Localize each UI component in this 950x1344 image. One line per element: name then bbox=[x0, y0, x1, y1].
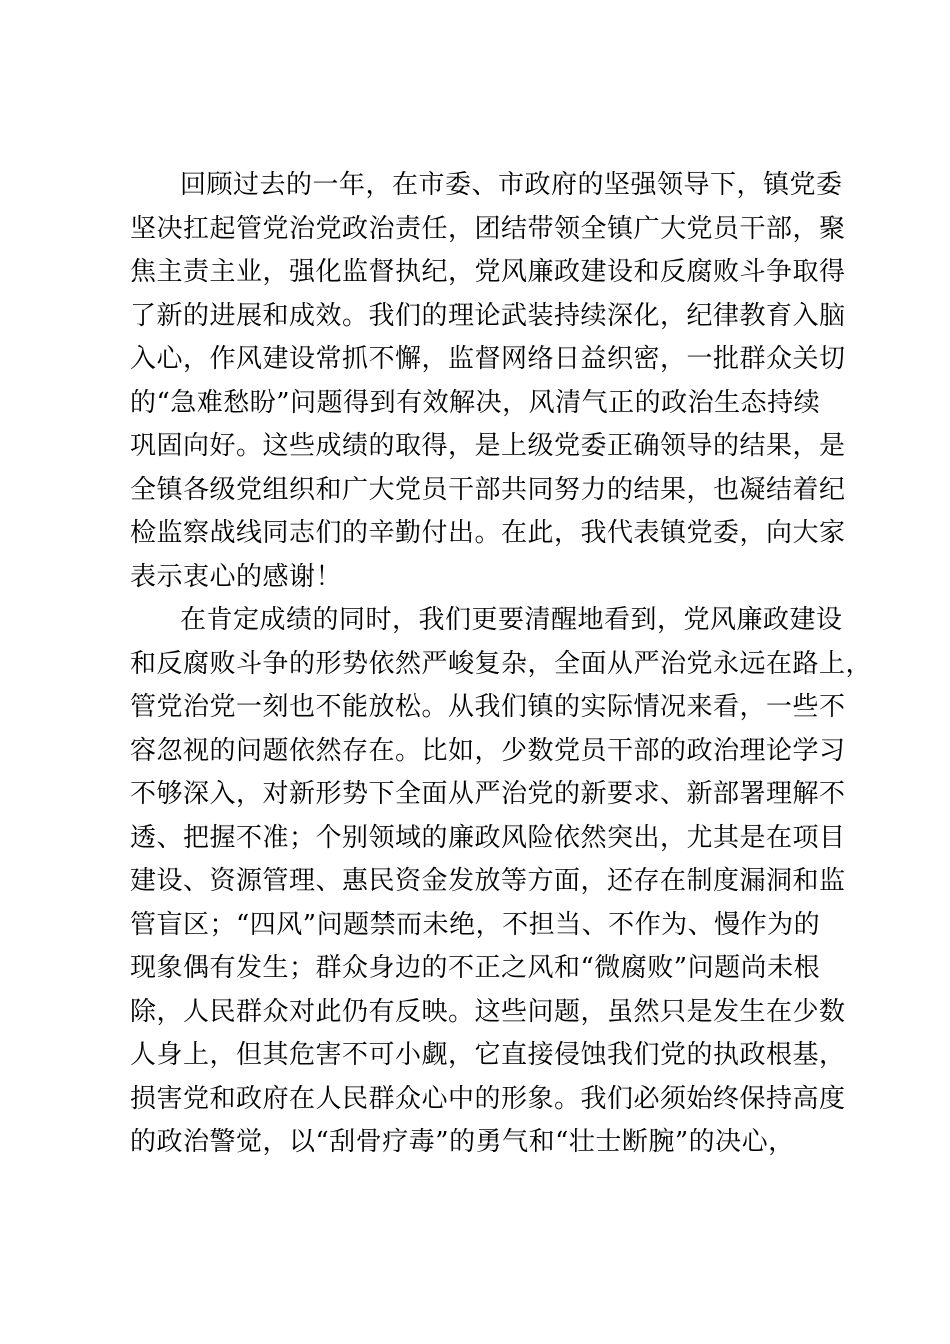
paragraph-line: 回顾过去的一年，在市委、市政府的坚强领导下，镇党委 bbox=[180, 170, 843, 200]
paragraph-line: 不够深入，对新形势下全面从严治党的新要求、新部署理解不 bbox=[130, 779, 846, 809]
paragraph-line: 损害党和政府在人民群众心中的形象。我们必须始终保持高度 bbox=[130, 1083, 846, 1114]
paragraph-line: 全镇各级党组织和广大党员干部共同努力的结果，也凝结着纪 bbox=[130, 474, 846, 505]
paragraph-line: 巩固向好。这些成绩的取得，是上级党委正确领导的结果，是 bbox=[130, 431, 846, 461]
paragraph-line: 入心，作风建设常抓不懈，监督网络日益织密，一批群众关切 bbox=[130, 344, 846, 374]
paragraph-line: 检监察战线同志们的辛勤付出。在此，我代表镇党委，向大家 bbox=[130, 518, 846, 548]
paragraph-line: 了新的进展和成效。我们的理论武装持续深化，纪律教育入脑 bbox=[130, 300, 846, 331]
paragraph-line: 管盲区；“四风”问题禁而未绝，不担当、不作为、慢作为的 bbox=[130, 909, 821, 940]
paragraph-2 bbox=[130, 599, 873, 1165]
paragraph-line: 现象偶有发生；群众身边的不正之风和“微腐败”问题尚未根 bbox=[130, 953, 821, 983]
paragraph-line: 管党治党一刻也不能放松。从我们镇的实际情况来看，一些不 bbox=[130, 692, 846, 722]
paragraph-line: 容忽视的问题依然存在。比如，少数党员干部的政治理论学习 bbox=[130, 735, 846, 766]
paragraph-line: 透、把握不准；个别领域的廉政风险依然突出，尤其是在项目 bbox=[130, 822, 846, 853]
paragraph-line: 表示衷心的感谢！ bbox=[130, 561, 343, 592]
paragraph-line: 的“急难愁盼”问题得到有效解决，风清气正的政治生态持续 bbox=[130, 387, 821, 418]
paragraph-line: 建设、资源管理、惠民资金发放等方面，还存在制度漏洞和监 bbox=[130, 866, 846, 896]
paragraph-1 bbox=[130, 164, 850, 599]
paragraph-line: 的政治警觉，以“刮骨疗毒”的勇气和“壮士断腕”的决心， bbox=[130, 1127, 795, 1157]
paragraph-line: 和反腐败斗争的形势依然严峻复杂，全面从严治党永远在路上， bbox=[130, 648, 873, 679]
paragraph-line: 在肯定成绩的同时，我们更要清醒地看到，党风廉政建设 bbox=[180, 605, 843, 635]
paragraph-line: 除，人民群众对此仍有反映。这些问题，虽然只是发生在少数 bbox=[130, 996, 846, 1027]
document-body bbox=[130, 164, 873, 1165]
paragraph-line: 人身上，但其危害不可小觑，它直接侵蚀我们党的执政根基， bbox=[130, 1040, 846, 1070]
paragraph-line: 焦主责主业，强化监督执纪，党风廉政建设和反腐败斗争取得 bbox=[130, 257, 846, 287]
paragraph-line: 坚决扛起管党治党政治责任，团结带领全镇广大党员干部，聚 bbox=[130, 213, 846, 244]
